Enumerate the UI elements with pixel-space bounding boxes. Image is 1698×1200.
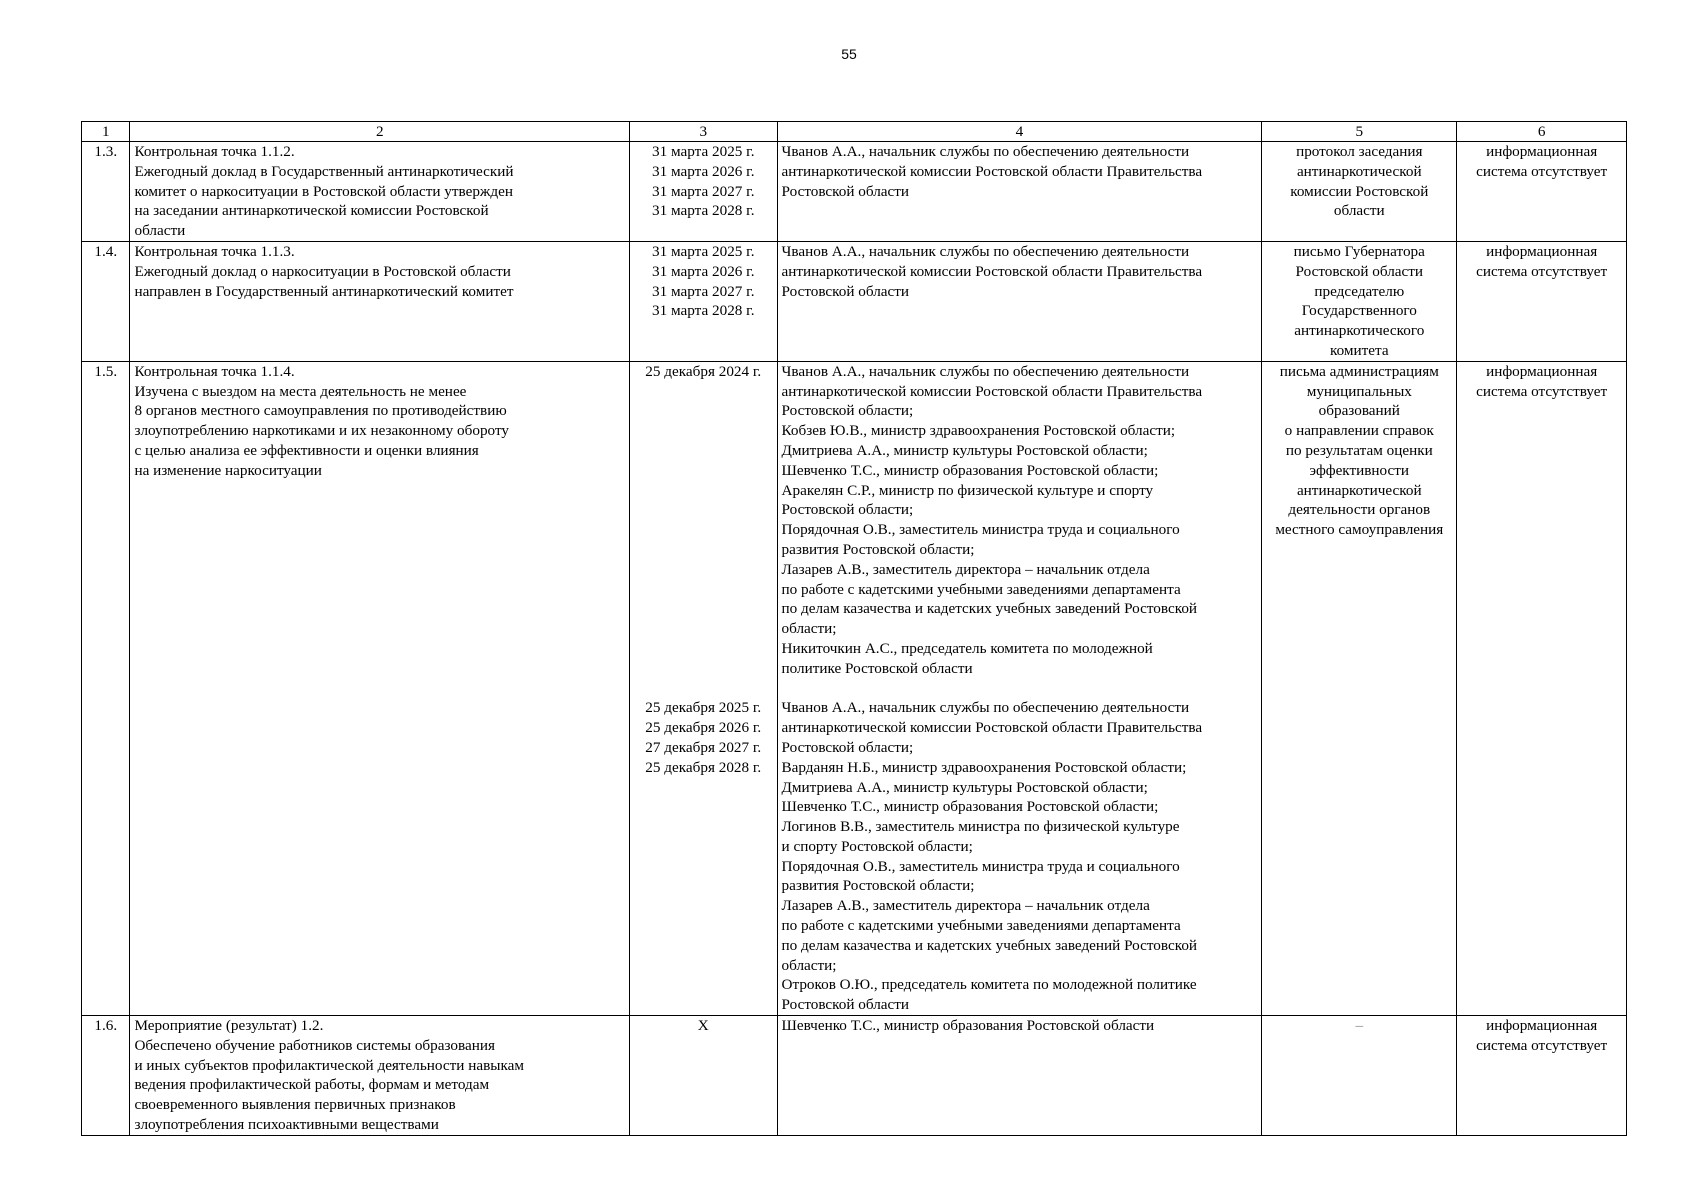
responsible-line: Чванов А.А., начальник службы по обеспечению деятельности bbox=[781, 362, 1190, 380]
description-line: 8 органов местного самоуправления по противодействию bbox=[134, 402, 507, 420]
document-cell bbox=[1262, 1016, 1457, 1136]
responsible-line: Дмитриева А.А., министр культуры Ростовской области; bbox=[781, 441, 1148, 459]
description-line: своевременного выявления первичных признаков bbox=[134, 1096, 456, 1114]
responsible-line: области; bbox=[781, 956, 837, 974]
system-line: система отсутствует bbox=[1476, 162, 1608, 180]
description-line: Контрольная точка 1.1.3. bbox=[134, 242, 295, 260]
description-cell bbox=[130, 1016, 630, 1136]
document-line: местного самоуправления bbox=[1275, 521, 1444, 539]
responsible-line: Лазарев А.В., заместитель директора – начальник отдела bbox=[781, 560, 1150, 578]
dates-cell bbox=[630, 1016, 778, 1136]
date-line: 25 декабря 2026 г. bbox=[645, 719, 762, 737]
responsible-line: Ростовской области; bbox=[781, 738, 914, 756]
date-line: 31 марта 2026 г. bbox=[652, 162, 755, 180]
responsible-line: Дмитриева А.А., министр культуры Ростовской области; bbox=[781, 778, 1148, 796]
responsible-line: Порядочная О.В., заместитель министра труда и социального bbox=[781, 857, 1180, 875]
header-row bbox=[82, 122, 1627, 142]
system-cell bbox=[1457, 142, 1627, 242]
responsible-line: Ростовской области bbox=[781, 182, 910, 200]
description-line: Контрольная точка 1.1.4. bbox=[134, 362, 295, 380]
responsible-line: антинаркотической комиссии Ростовской области Правительства bbox=[781, 162, 1203, 180]
description-line: Ежегодный доклад о наркоситуации в Ростовской области bbox=[134, 262, 511, 280]
responsible-line: Шевченко Т.С., министр образования Ростовской области; bbox=[781, 461, 1159, 479]
responsible-line: Отроков О.Ю., председатель комитета по молодежной политике bbox=[781, 976, 1197, 994]
responsible-line: политике Ростовской области bbox=[781, 659, 973, 677]
description-line: с целью анализа ее эффективности и оценки влияния bbox=[134, 441, 479, 459]
document-line: комиссии Ростовской bbox=[1290, 182, 1429, 200]
date-line: 31 марта 2025 г. bbox=[652, 143, 755, 160]
page-number: 55 bbox=[841, 46, 857, 62]
description-cell bbox=[130, 361, 630, 1015]
responsible-cell bbox=[777, 1016, 1262, 1136]
responsible-line: развития Ростовской области; bbox=[781, 540, 975, 558]
row-number: 1.5. bbox=[82, 361, 130, 1015]
responsible-line: Шевченко Т.С., министр образования Ростовской области bbox=[781, 1017, 1155, 1035]
table-row bbox=[82, 1016, 1627, 1136]
document-line: антинаркотической bbox=[1296, 162, 1422, 180]
document-line: письма администрациям bbox=[1279, 362, 1439, 380]
system-cell bbox=[1457, 241, 1627, 361]
column-number-5: 5 bbox=[1262, 122, 1457, 142]
responsible-line: Чванов А.А., начальник службы по обеспечению деятельности bbox=[781, 242, 1190, 260]
responsible-line: развития Ростовской области; bbox=[781, 877, 975, 895]
description-cell bbox=[130, 241, 630, 361]
description-line: области bbox=[134, 222, 186, 240]
system-line: система отсутствует bbox=[1476, 382, 1608, 400]
responsible-line: и спорту Ростовской области; bbox=[781, 837, 973, 855]
description-line: на заседании антинаркотической комиссии Ростовской bbox=[134, 202, 489, 220]
responsible-line: Чванов А.А., начальник службы по обеспечению деятельности bbox=[781, 143, 1190, 160]
responsible-cell bbox=[777, 142, 1262, 242]
document-line: письмо Губернатора bbox=[1293, 242, 1425, 260]
document-line: муниципальных bbox=[1306, 382, 1412, 400]
responsible-line: Кобзев Ю.В., министр здравоохранения Ростовской области; bbox=[781, 422, 1176, 440]
document-line: протокол заседания bbox=[1296, 143, 1423, 160]
system-line: система отсутствует bbox=[1476, 1036, 1608, 1054]
description-line: злоупотребления психоактивными веществами bbox=[134, 1116, 439, 1134]
dates-cell bbox=[630, 142, 778, 242]
description-line: Ежегодный доклад в Государственный антинаркотический bbox=[134, 162, 514, 180]
date-line: 25 декабря 2028 г. bbox=[645, 758, 762, 776]
document-line: антинаркотической bbox=[1296, 481, 1422, 499]
table-row bbox=[82, 361, 1627, 1015]
responsible-line: по делам казачества и кадетских учебных заведений Ростовской bbox=[781, 600, 1198, 618]
description-line: на изменение наркоситуации bbox=[134, 461, 322, 479]
plan-table bbox=[81, 121, 1627, 1136]
column-number-4: 4 bbox=[777, 122, 1262, 142]
description-line: комитет о наркоситуации в Ростовской области утвержден bbox=[134, 182, 514, 200]
document-line: Государственного bbox=[1301, 302, 1417, 320]
date-line: 31 марта 2027 г. bbox=[652, 282, 755, 300]
system-cell bbox=[1457, 1016, 1627, 1136]
system-line: информационная bbox=[1486, 242, 1598, 260]
dates-cell bbox=[630, 241, 778, 361]
table-row bbox=[82, 142, 1627, 242]
column-number-6: 6 bbox=[1457, 122, 1627, 142]
row-number: 1.3. bbox=[82, 142, 130, 242]
date-line: 31 марта 2028 г. bbox=[652, 302, 755, 320]
responsible-line: Ростовской области bbox=[781, 282, 910, 300]
responsible-line: Чванов А.А., начальник службы по обеспечению деятельности bbox=[781, 699, 1190, 717]
column-number-1: 1 bbox=[82, 122, 130, 142]
row-number: 1.4. bbox=[82, 241, 130, 361]
responsible-line: антинаркотической комиссии Ростовской области Правительства bbox=[781, 262, 1203, 280]
table-row bbox=[82, 241, 1627, 361]
responsible-cell bbox=[777, 241, 1262, 361]
description-line: Контрольная точка 1.1.2. bbox=[134, 143, 295, 160]
responsible-line: по делам казачества и кадетских учебных заведений Ростовской bbox=[781, 936, 1198, 954]
description-line: злоупотреблению наркотиками и их незаконному обороту bbox=[134, 422, 509, 440]
responsible-line: Ростовской области bbox=[781, 996, 910, 1014]
document-line: деятельности органов bbox=[1288, 501, 1431, 519]
document-cell bbox=[1262, 241, 1457, 361]
description-line: ведения профилактической работы, формам и методам bbox=[134, 1076, 490, 1094]
responsible-line: антинаркотической комиссии Ростовской области Правительства bbox=[781, 382, 1203, 400]
row-number: 1.6. bbox=[82, 1016, 130, 1136]
document-line: Ростовской области bbox=[1295, 262, 1424, 280]
column-number-2: 2 bbox=[130, 122, 630, 142]
system-line: система отсутствует bbox=[1476, 262, 1608, 280]
column-number-3: 3 bbox=[630, 122, 778, 142]
date-line: X bbox=[697, 1017, 709, 1035]
responsible-line: по работе с кадетскими учебными заведениями департамента bbox=[781, 580, 1181, 598]
date-line: 31 марта 2026 г. bbox=[652, 262, 755, 280]
description-line: Изучена с выездом на места деятельность не менее bbox=[134, 382, 467, 400]
date-line: 27 декабря 2027 г. bbox=[645, 738, 762, 756]
responsible-line: Ростовской области; bbox=[781, 501, 914, 519]
document-cell bbox=[1262, 361, 1457, 1015]
document-line: – bbox=[1355, 1017, 1364, 1035]
responsible-line: Шевченко Т.С., министр образования Ростовской области; bbox=[781, 798, 1159, 816]
responsible-line: Никиточкин А.С., председатель комитета по молодежной bbox=[781, 639, 1153, 657]
document-line: антинаркотического bbox=[1294, 322, 1425, 340]
description-line: и иных субъектов профилактической деятельности навыкам bbox=[134, 1056, 524, 1074]
document-cell bbox=[1262, 142, 1457, 242]
responsible-line: Порядочная О.В., заместитель министра труда и социального bbox=[781, 521, 1180, 539]
responsible-line: антинаркотической комиссии Ростовской области Правительства bbox=[781, 719, 1203, 737]
system-line: информационная bbox=[1486, 1017, 1598, 1035]
system-line: информационная bbox=[1486, 362, 1598, 380]
dates-cell bbox=[630, 361, 778, 1015]
responsible-line: области; bbox=[781, 620, 837, 638]
system-cell bbox=[1457, 361, 1627, 1015]
description-line: Обеспечено обучение работников системы образования bbox=[134, 1036, 495, 1054]
document-line: области bbox=[1333, 202, 1385, 220]
date-line: 31 марта 2028 г. bbox=[652, 202, 755, 220]
date-line: 31 марта 2027 г. bbox=[652, 182, 755, 200]
document-line: комитета bbox=[1330, 341, 1389, 359]
responsible-line: Варданян Н.Б., министр здравоохранения Ростовской области; bbox=[781, 758, 1187, 776]
document-line: председателю bbox=[1314, 282, 1405, 300]
date-line: 31 марта 2025 г. bbox=[652, 242, 755, 260]
system-line: информационная bbox=[1486, 143, 1598, 160]
date-line: 25 декабря 2025 г. bbox=[645, 699, 762, 717]
responsible-cell bbox=[777, 361, 1262, 1015]
document-line: образований bbox=[1318, 402, 1400, 420]
document-line: о направлении справок bbox=[1284, 422, 1434, 440]
responsible-line: Ростовской области; bbox=[781, 402, 914, 420]
date-line: 25 декабря 2024 г. bbox=[645, 362, 762, 380]
responsible-line: Лазарев А.В., заместитель директора – начальник отдела bbox=[781, 897, 1150, 915]
responsible-line: Аракелян С.Р., министр по физической культуре и спорту bbox=[781, 481, 1154, 499]
description-line: Мероприятие (результат) 1.2. bbox=[134, 1017, 324, 1035]
responsible-line: Логинов В.В., заместитель министра по физической культуре bbox=[781, 818, 1180, 836]
document-line: эффективности bbox=[1309, 461, 1410, 479]
document-line: по результатам оценки bbox=[1285, 441, 1433, 459]
description-cell bbox=[130, 142, 630, 242]
description-line: направлен в Государственный антинаркотический комитет bbox=[134, 282, 514, 300]
responsible-line: по работе с кадетскими учебными заведениями департамента bbox=[781, 917, 1181, 935]
